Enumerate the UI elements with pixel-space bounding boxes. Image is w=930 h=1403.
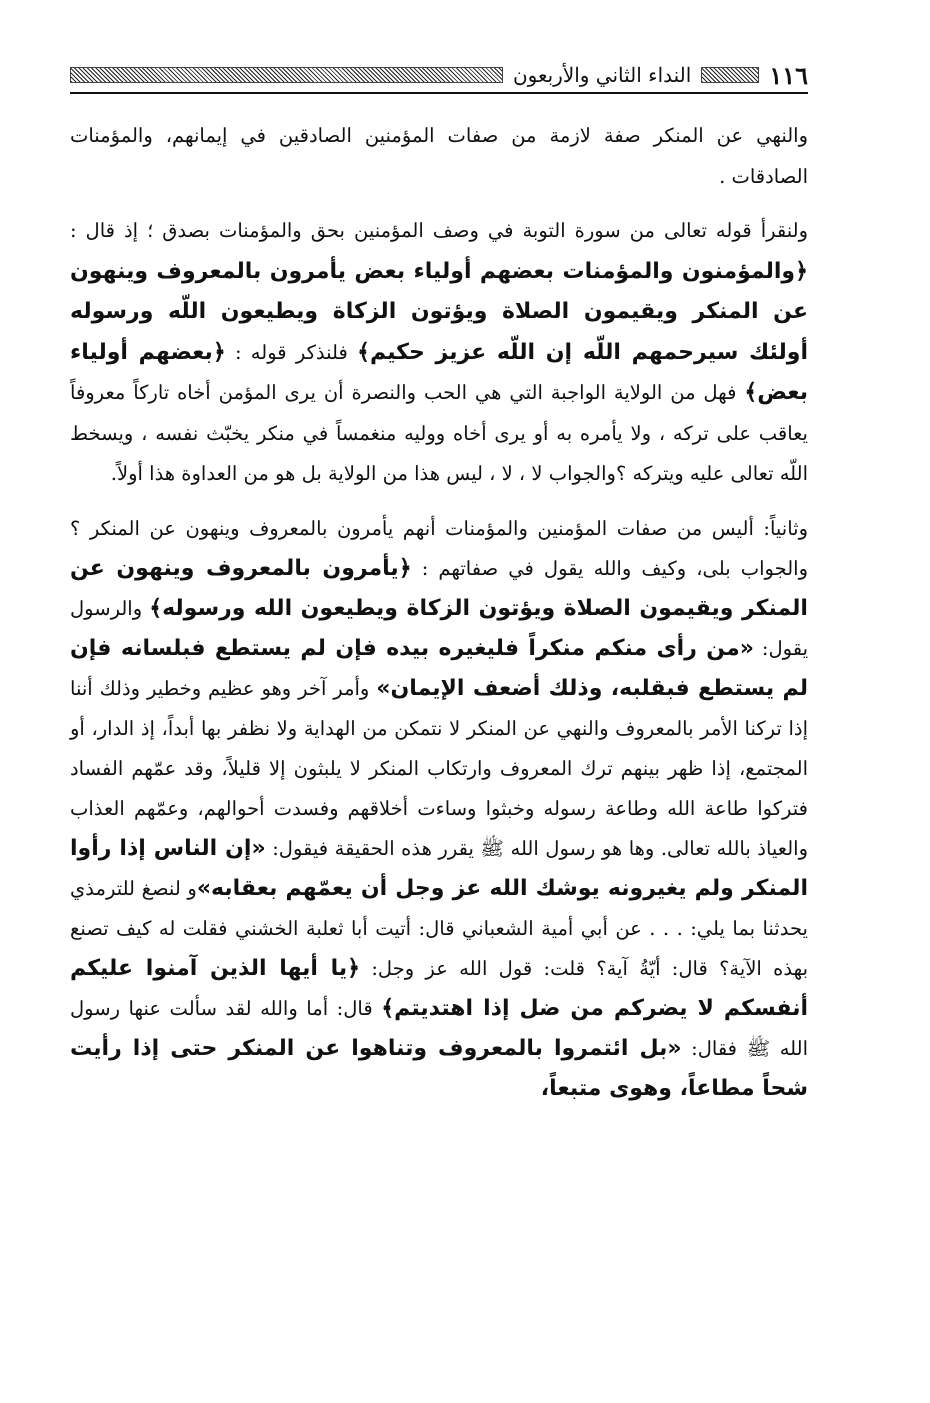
paragraph [70,211,808,495]
text-run: وأمر آخر وهو عظيم وخطير وذلك أننا إذا تركنا الأمر بالمعروف والنهي عن المنكر لا نتمكن من الهداية ولا نظفر بها أبداً، إذ الدار، أو المجتمع، إذا ظهر بينهم ترك المعروف وارتكاب المنكر لا يلبثون إلا قليلاً، وقد عمّهم الفساد فتركوا طاعة الله وطاعة رسوله وخبثوا وساءت أخلاقهم وفسدت أحوالهم، وعمّهم العذاب والعياذ بالله تعالى. وها هو رسول الله ﷺ يقرر هذه الحقيقة فيقول: [70,676,808,860]
quran-verse: ﴿يا أيها الذين آمنوا عليكم أنفسكم لا يضركم من ضل إذا اهتديتم﴾ [70,955,808,1021]
chapter-title: النداء الثاني والأربعون [512,63,692,87]
hadith-quote: «بل ائتمروا بالمعروف وتناهوا عن المنكر حتى إذا رأيت شحاً مطاعاً، وهوى متبعاً، [70,1035,808,1101]
header-ornament-left [70,67,503,83]
quran-verse: ﴿يأمرون بالمعروف وينهون عن المنكر ويقيمون الصلاة ويؤتون الزكاة ويطيعون الله ورسوله﴾ [70,555,808,621]
text-run: وثانياً: أليس من صفات المؤمنين والمؤمنات أنهم يأمرون بالمعروف وينهون عن المنكر ؟ والجواب بلى، وكيف والله يقول في صفاتهم : [70,516,808,580]
paragraph [70,509,808,1109]
text-run: ولنقرأ قوله تعالى من سورة التوبة في وصف المؤمنين بحق والمؤمنات بصدق ؛ إذ قال : [70,219,808,242]
text-run: فهل من الولاية الواجبة التي هي الحب والنصرة أن يرى المؤمن أخاه تاركاً معروفاً يعاقب على تركه ، ولا يأمره به أو يرى أخاه ووليه منغمساً في منكر يخبّث نفسه ، ويسخط اللّه تعالى عليه ويتركه ؟والجواب لا ، لا ، ليس هذا من الولاية بل هو من العداوة هذا أولاً. [70,381,808,485]
text-run: و لنصغ للترمذي يحدثنا بما يلي: . . . عن أبي أمية الشعباني قال: أتيت أبا ثعلبة الخشني فقلت له كيف تصنع بهذه الآية؟ قال: أيّةُ آية؟ قلت: قول الله عز وجل: [70,876,809,980]
book-page [70,58,808,1358]
hadith-quote: «من رأى منكم منكراً فليغيره بيده فإن لم يستطع فبلسانه فإن لم يستطع فبقلبه، وذلك أضعف الإيمان» [70,635,809,701]
header-ornament-right [701,67,759,83]
quran-verse: ﴿والمؤمنون والمؤمنات بعضهم أولياء بعض يأمرون بالمعروف وينهون عن المنكر ويقيمون الصلاة ويؤتون الزكاة ويطيعون اللّه ورسوله أولئك سيرحمهم اللّه إن اللّه عزيز حكيم﴾ [70,258,808,365]
text-run: قال: أما والله لقد سألت عنها رسول الله ﷺ فقال: [70,996,808,1060]
page-header [70,58,808,94]
text-run: والنهي عن المنكر صفة لازمة من صفات المؤمنين الصادقين في إيمانهم، والمؤمنات الصادقات . [70,124,808,188]
quran-verse: ﴿بعضهم أولياء بعض﴾ [70,339,808,405]
hadith-quote: «إن الناس إذا رأوا المنكر ولم يغيرونه يوشك الله عز وجل أن يعمّهم بعقابه» [70,835,808,901]
paragraph [70,116,808,197]
page-body [70,116,808,1109]
text-run: فلنذكر قوله : [225,340,358,364]
text-run: والرسول يقول: [70,596,808,660]
page-number: ١١٦ [769,60,808,90]
